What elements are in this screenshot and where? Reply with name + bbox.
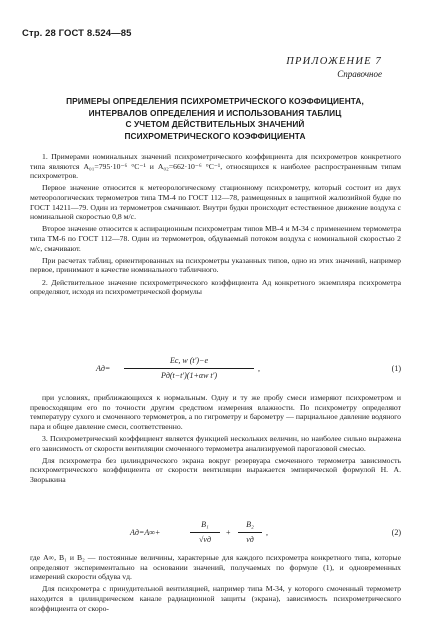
formula-1-number: (1)	[391, 364, 401, 373]
formula-1	[30, 356, 401, 384]
formula-2-tail: ,	[266, 528, 268, 537]
formula-1-numerator: Eс, w (t′)−e	[169, 356, 209, 365]
paragraph: где A∞, B₁ и B₂ — постоянные величины, характерные для каждого психрометра конкретного типа, которые определяют экспериментально на основании значений, получаемых по формуле (1), и одновременных измерений скорости обдува vд.	[30, 553, 401, 582]
text-block-1	[30, 152, 401, 299]
fraction-bar	[238, 532, 262, 533]
section-heading	[30, 96, 400, 142]
formula-2	[30, 520, 401, 548]
fraction-bar	[124, 368, 254, 369]
formula-2-lhs: Aд=A∞+	[130, 528, 161, 537]
formula-1-denominator: Pд(t−t′)(1+αw t′)	[160, 371, 218, 380]
paragraph: 1. Примерами номинальных значений психрометрического коэффициента для психрометров конкретного типа являются A₀₁=795·10⁻⁶ °C⁻¹ и A₀₂=662·10⁻⁶ °C⁻¹, относящихся к наиболее распространенным типам психрометров.	[30, 152, 401, 181]
formula-2-number: (2)	[391, 528, 401, 537]
paragraph: 2. Действительное значение психрометрического коэффициента Aд конкретного экземпляра психрометра определяют, исходя из психрометрической формулы	[30, 277, 401, 297]
text-block-2	[30, 393, 401, 487]
heading-line: ПРИМЕРЫ ОПРЕДЕЛЕНИЯ ПСИХРОМЕТРИЧЕСКОГО КОЭФФИЦИЕНТА,	[66, 96, 364, 106]
formula-2-plus: +	[226, 528, 231, 537]
heading-line: С УЧЕТОМ ДЕЙСТВИТЕЛЬНЫХ ЗНАЧЕНИЙ	[125, 119, 305, 129]
fraction-bar	[190, 532, 220, 533]
appendix-subtitle: Справочное	[337, 69, 382, 79]
paragraph: Для психрометра без цилиндрического экрана вокруг резервуара смоченного термометра зависимость психрометрического коэффициента от скорости вентиляции выражается эмпирической формулой Н. А. Зворыкина	[30, 455, 401, 484]
formula-2-n1: B₁	[201, 520, 209, 529]
formula-2-d1: √vд	[199, 535, 211, 544]
paragraph: 3. Психрометрический коэффициент является функцией нескольких величин, но наиболее сильно выражена его зависимость от скорости вентиляции смоченного термометра анализируемой парогазовой смесью.	[30, 433, 401, 453]
paragraph: При расчетах таблиц, ориентированных на психрометры указанных типов, одно из этих значений, например первое, принимают в качестве номинального табличного.	[30, 255, 401, 275]
paragraph: Для психрометра с принудительной вентиляцией, например типа М-34, у которого смоченный термометр находится в цилиндрическом канале радиационной защиты (экрана), зависимость психрометрического коэффициента от скоро-	[30, 584, 401, 613]
appendix-label	[286, 56, 382, 79]
appendix-title: ПРИЛОЖЕНИЕ 7	[286, 56, 382, 67]
heading-line: ПСИХРОМЕТРИЧЕСКОГО КОЭФФИЦИЕНТА	[124, 130, 306, 141]
heading-line: ИНТЕРВАЛОВ ОПРЕДЕЛЕНИЯ И ИСПОЛЬЗОВАНИЯ ТАБЛИЦ	[88, 107, 342, 118]
formula-1-lhs: Aд=	[96, 364, 111, 373]
page-header: Стр. 28 ГОСТ 8.524—85	[22, 28, 132, 39]
paragraph: Второе значение относится к аспирационным психрометрам типов МВ-4 и М-34 с применением термометра типа ТМ-6 по ГОСТ 112—78. Один из термометров, обдуваемый потоком воздуха с номинальной скоростью 2 м/с, смачивают.	[30, 224, 401, 253]
formula-1-tail: ,	[258, 364, 260, 373]
formula-2-d2: vд	[246, 535, 254, 544]
paragraph: при условиях, приближающихся к нормальным. Одну и ту же пробу смеси измеряют психрометром и превосходящим его по точности другим средством измерения влажности. По психрометру определяют температуру сухого и смоченного термометров, а по гигрометру и барометру — парциальное давление водяного пара и общее давление смеси, соответственно.	[30, 393, 401, 431]
paragraph: Первое значение относится к метеорологическому стационному психрометру, который состоит из двух метеорологических термометров типа ТМ-4 по ГОСТ 112—78, размещенных в защитной жалюзийной будке по ГОСТ 14211—79. Один из термометров смачивают. Внутри будки происходит естественное движение воздуха с номинальной скоростью 0,8 м/с.	[30, 183, 401, 222]
formula-2-n2: B₂	[246, 520, 254, 529]
text-block-3	[30, 553, 401, 616]
